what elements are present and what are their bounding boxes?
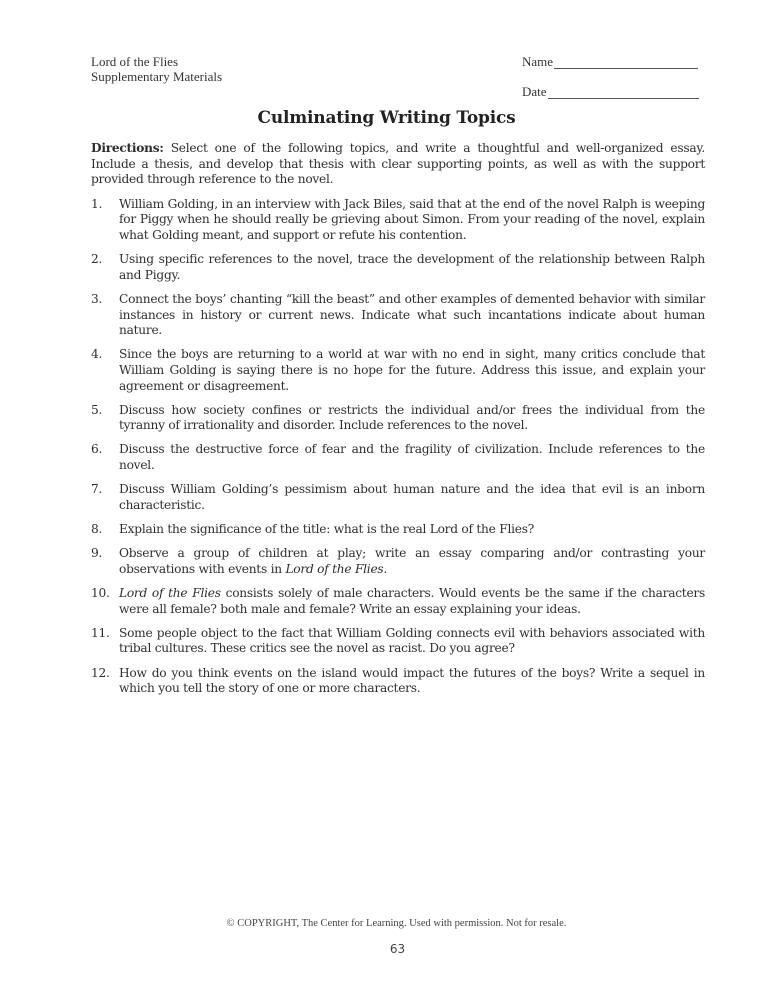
name-blank-line[interactable] xyxy=(554,56,698,69)
worksheet-body xyxy=(91,141,705,705)
topic-text-lead: Observe a group of children at play; write an essay comparing and/or contrasting your observations with events in xyxy=(119,546,705,576)
topic-number: 1. xyxy=(91,196,103,211)
date-field[interactable] xyxy=(522,84,699,99)
topic-item-4 xyxy=(91,347,705,394)
topic-text-tail: consists solely of male characters. Would events be the same if the characters were all female? both male and female? Write an essay explaining your ideas. xyxy=(119,586,705,616)
topic-item-7 xyxy=(91,482,705,513)
topic-text-tail: . xyxy=(383,561,388,576)
topic-number: 10. xyxy=(91,586,110,600)
topic-number: 3. xyxy=(91,291,103,306)
topic-list xyxy=(91,197,705,697)
directions-paragraph xyxy=(91,141,705,188)
header-fields xyxy=(522,54,699,99)
topic-text xyxy=(119,586,705,617)
page-number: 63 xyxy=(389,942,406,956)
name-field[interactable] xyxy=(522,54,699,69)
topic-item-9 xyxy=(91,546,705,577)
topic-number: 4. xyxy=(91,347,103,362)
topic-text: Using specific references to the novel, trace the development of the relationship between Ralph and Piggy. xyxy=(119,252,705,282)
topic-text: Explain the significance of the title: what is the real Lord of the Flies? xyxy=(119,522,534,537)
topic-number: 6. xyxy=(91,442,103,457)
name-label: Name xyxy=(522,54,554,69)
topic-number: 5. xyxy=(91,402,103,417)
topic-item-11 xyxy=(91,626,705,657)
book-title: Lord of the Flies xyxy=(91,54,179,69)
topic-text: How do you think events on the island would impact the futures of the boys? Write a sequel in which you tell the story of one or more characters. xyxy=(119,665,705,696)
topic-item-1 xyxy=(91,197,705,244)
directions-label: Directions: xyxy=(91,141,164,155)
date-blank-line[interactable] xyxy=(548,86,699,99)
topic-item-3 xyxy=(91,292,705,339)
topic-text: Connect the boys’ chanting “kill the beast” and other examples of demented behavior with similar instances in history or current news. Indicate what such incantations indicate about human nature. xyxy=(119,291,705,338)
topic-number: 9. xyxy=(91,546,103,561)
topic-item-5 xyxy=(91,403,705,434)
topic-item-2 xyxy=(91,252,705,283)
topic-item-12 xyxy=(91,666,705,697)
book-title-italic: Lord of the Flies xyxy=(285,561,384,576)
topic-text: Discuss how society confines or restricts the individual and/or frees the individual from the tyranny of irrationality and disorder. Include references to the novel. xyxy=(119,402,705,433)
topic-number: 2. xyxy=(91,252,103,267)
materials-subtitle: Supplementary Materials xyxy=(91,69,223,84)
date-label: Date xyxy=(522,84,547,99)
topic-number: 8. xyxy=(91,522,103,537)
book-title-italic: Lord of the Flies xyxy=(119,586,221,600)
copyright-notice: © COPYRIGHT, The Center for Learning. Used with permission. Not for resale. xyxy=(226,918,567,929)
topic-number: 12. xyxy=(91,665,110,680)
topic-text: Since the boys are returning to a world at war with no end in sight, many critics conclude that William Golding is saying there is no hope for the future. Address this issue, and explain your agreement or disagreement. xyxy=(119,347,705,393)
topic-text xyxy=(119,546,705,577)
topic-text: Some people object to the fact that William Golding connects evil with behaviors associated with tribal cultures. These critics see the novel as racist. Do you agree? xyxy=(119,625,705,656)
header-left xyxy=(91,54,222,84)
topic-item-8 xyxy=(91,522,705,538)
topic-number: 7. xyxy=(91,482,103,497)
directions-text: Select one of the following topics, and write a thoughtful and well-organized essay. Include a thesis, and develop that thesis with clear supporting points, as well as with the support provided through reference to the novel. xyxy=(91,141,705,187)
topic-item-10 xyxy=(91,586,705,617)
topic-item-6 xyxy=(91,442,705,473)
topic-text: Discuss William Golding’s pessimism about human nature and the idea that evil is an inborn characteristic. xyxy=(119,482,705,512)
topic-text: William Golding, in an interview with Jack Biles, said that at the end of the novel Ralph is weeping for Piggy when he should really be grieving about Simon. From your reading of the novel, explain what Golding meant, and support or refute his contention. xyxy=(119,196,705,242)
topic-number: 11. xyxy=(91,625,110,640)
topic-text: Discuss the destructive force of fear and the fragility of civilization. Include references to the novel. xyxy=(119,442,705,473)
page-title: Culminating Writing Topics xyxy=(257,108,516,128)
